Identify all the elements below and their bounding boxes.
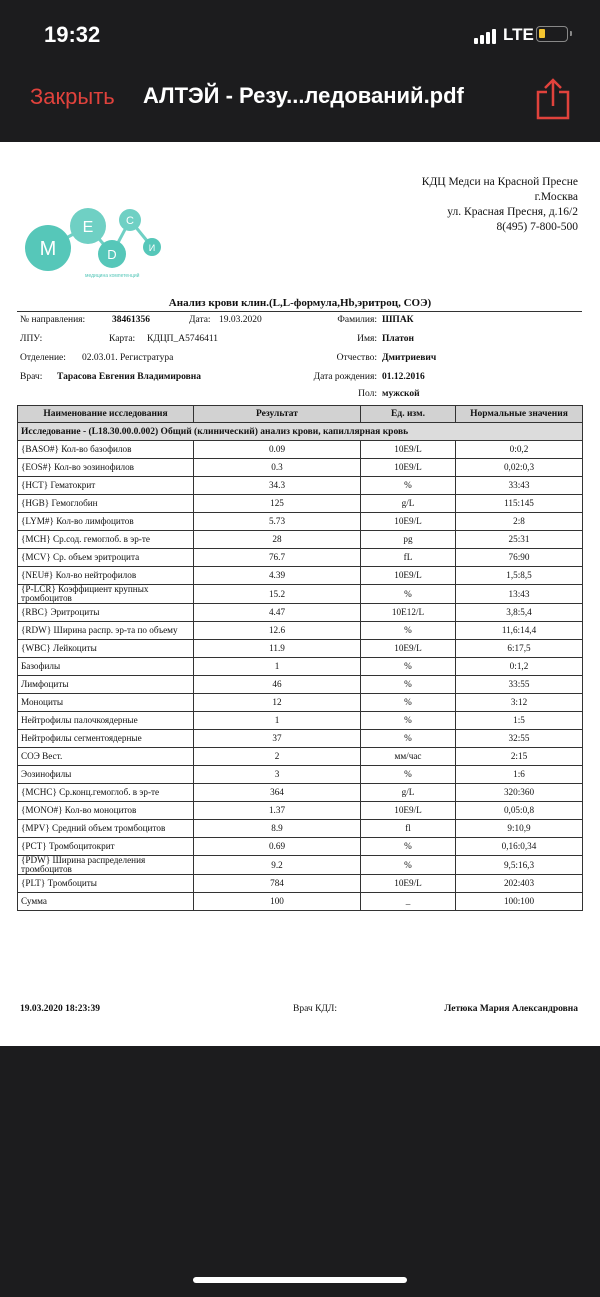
document-title: АЛТЭЙ - Резу...ледований.pdf [143,83,464,108]
test-unit: % [361,477,456,495]
column-header-unit: Ед. изм. [361,406,456,423]
pdf-page [0,142,600,1046]
table-row [18,784,583,802]
table-row [18,513,583,531]
test-result: 0.09 [194,441,361,459]
clinic-name: КДЦ Медси на Красной Пресне [421,176,578,188]
test-name: {PCT} Тромбоцитокрит [18,838,194,856]
test-name: {MPV} Средний объем тромбоцитов [18,820,194,838]
test-name: {NEU#} Кол-во нейтрофилов [18,567,194,585]
clinic-city: г.Москва [534,191,578,203]
table-row [18,640,583,658]
test-unit: 10E9/L [361,441,456,459]
column-header-name: Наименование исследования [18,406,194,423]
test-unit: 10E12/L [361,604,456,622]
test-result: 12.6 [194,622,361,640]
department: 02.03.01. Регистратура [82,353,174,363]
test-unit: % [361,838,456,856]
test-unit: 10E9/L [361,875,456,893]
test-name: {HCT} Гематокрит [18,477,194,495]
test-name: {MCV} Ср. объем эритроцита [18,549,194,567]
test-unit: 10E9/L [361,802,456,820]
test-unit: fL [361,549,456,567]
share-icon [534,78,572,120]
card-number: КДЦП_А5746411 [147,334,219,344]
medsi-logo [20,172,170,282]
test-result: 3 [194,766,361,784]
test-result: 125 [194,495,361,513]
test-name: Нейтрофилы палочкоядерные [18,712,194,730]
table-row [18,712,583,730]
test-unit: % [361,730,456,748]
test-result: 1 [194,712,361,730]
report-title: Анализ крови клин.(L,L-формула,Hb,эритроц, СОЭ) [168,297,432,309]
table-row [18,604,583,622]
test-name: {RDW} Ширина распр. эр-та по объему [18,622,194,640]
table-row [18,495,583,513]
footer-datetime: 19.03.2020 18:23:39 [20,1004,100,1014]
test-name: {BASO#} Кол-во базофилов [18,441,194,459]
test-name: Базофилы [18,658,194,676]
test-name: Нейтрофилы сегментоядерные [18,730,194,748]
test-result: 28 [194,531,361,549]
patient-dob: 01.12.2016 [382,372,425,382]
footer-doctor-name: Летюка Мария Александровна [444,1004,578,1014]
test-result: 37 [194,730,361,748]
test-norm: 13:43 [456,585,583,604]
test-result: 1.37 [194,802,361,820]
test-unit: pg [361,531,456,549]
test-unit: мм/час [361,748,456,766]
table-row [18,477,583,495]
clinic-address: ул. Красная Пресня, д.16/2 [447,206,578,218]
test-result: 46 [194,676,361,694]
report-date: 19.03.2020 [219,315,262,325]
section-title: Исследование - (L18.30.00.0.002) Общий (клинический) анализ крови, капиллярная кровь [18,423,583,441]
table-row [18,585,583,604]
test-result: 1 [194,658,361,676]
column-header-norm: Нормальные значения [456,406,583,423]
svg-text:медицина компетенций: медицина компетенций [85,273,140,279]
test-unit: 10E9/L [361,459,456,477]
test-name: {PDW} Ширина распределения тромбоцитов [18,856,194,875]
test-result: 784 [194,875,361,893]
test-name: {WBC} Лейкоциты [18,640,194,658]
table-row [18,820,583,838]
table-row [18,622,583,640]
test-unit: g/L [361,495,456,513]
table-row [18,893,583,911]
patient-header: № направления: 38461356 Дата: 19.03.2020 ЛПУ: Карта: КДЦП_А5746411 Отделение: 02.03.01. Регистратура Врач: Тарасова Евгения Владимировна Фамилия: ШПАК Имя: Платон Отчество: Дмитриевич Дата рождения: 01.12.2016 Пол: мужской [17,311,582,400]
test-result: 9.2 [194,856,361,875]
test-name: {MCHC} Ср.конц.гемоглоб. в эр-те [18,784,194,802]
test-result: 100 [194,893,361,911]
test-unit: g/L [361,784,456,802]
clinic-info [422,175,578,235]
test-norm: 9,5:16,3 [456,856,583,875]
test-name: Сумма [18,893,194,911]
test-norm: 33:43 [456,477,583,495]
test-result: 8.9 [194,820,361,838]
test-result: 4.39 [194,567,361,585]
test-name: {LYM#} Кол-во лимфоцитов [18,513,194,531]
test-result: 34.3 [194,477,361,495]
test-result: 0.69 [194,838,361,856]
svg-text:M: M [39,238,57,260]
table-row [18,766,583,784]
table-row [18,676,583,694]
table-row [18,838,583,856]
test-name: Моноциты [18,694,194,712]
status-bar [0,0,600,70]
svg-text:E: E [82,219,94,236]
test-name: {HGB} Гемоглобин [18,495,194,513]
cellular-signal-icon [474,28,498,44]
table-row [18,658,583,676]
table-row [18,875,583,893]
test-name: {MONO#} Кол-во моноцитов [18,802,194,820]
doctor-name: Тарасова Евгения Владимировна [57,372,201,382]
svg-text:D: D [107,247,117,262]
test-name: {P-LCR} Коэффициент крупных тромбоцитов [18,585,194,604]
test-unit: 10E9/L [361,640,456,658]
test-norm: 100:100 [456,893,583,911]
svg-text:И: И [148,243,156,253]
test-result: 12 [194,694,361,712]
test-norm: 32:55 [456,730,583,748]
table-row [18,459,583,477]
test-norm: 11,6:14,4 [456,622,583,640]
clinic-phone: 8(495) 7-800-500 [496,221,578,233]
test-norm: 2:15 [456,748,583,766]
test-unit: % [361,694,456,712]
test-norm: 0,05:0,8 [456,802,583,820]
test-norm: 76:90 [456,549,583,567]
close-button[interactable]: Закрыть [30,84,115,109]
table-row [18,730,583,748]
test-norm: 0,16:0,34 [456,838,583,856]
share-button[interactable] [534,78,572,120]
patient-surname: ШПАК [382,315,414,325]
battery-icon [536,26,568,42]
test-unit: fl [361,820,456,838]
patient-sex: мужской [382,389,420,399]
test-norm: 0:0,2 [456,441,583,459]
test-norm: 3,8:5,4 [456,604,583,622]
table-row [18,441,583,459]
svg-text:C: C [126,215,134,227]
test-unit: % [361,766,456,784]
section-row [18,423,583,441]
test-norm: 202:403 [456,875,583,893]
test-norm: 3:12 [456,694,583,712]
test-name: СОЭ Вест. [18,748,194,766]
test-norm: 115:145 [456,495,583,513]
test-unit: % [361,712,456,730]
test-result: 2 [194,748,361,766]
test-unit: % [361,676,456,694]
table-header-row [18,406,583,423]
test-norm: 6:17,5 [456,640,583,658]
test-unit: % [361,658,456,676]
test-name: Эозинофилы [18,766,194,784]
test-name: {MCH} Ср.сод. гемоглоб. в эр-те [18,531,194,549]
patient-patronymic: Дмитриевич [382,353,437,363]
table-row [18,549,583,567]
test-result: 76.7 [194,549,361,567]
test-name: {RBC} Эритроциты [18,604,194,622]
test-norm: 2:8 [456,513,583,531]
test-result: 15.2 [194,585,361,604]
results-table [17,405,583,911]
test-name: {EOS#} Кол-во эозинофилов [18,459,194,477]
test-norm: 320:360 [456,784,583,802]
test-name: Лимфоциты [18,676,194,694]
table-row [18,748,583,766]
test-unit: % [361,622,456,640]
footer-doctor-label: Врач КДЛ: [293,1004,337,1014]
test-norm: 0,02:0,3 [456,459,583,477]
test-unit: % [361,585,456,604]
table-row [18,856,583,875]
test-unit: 10E9/L [361,513,456,531]
patient-name: Платон [382,334,414,344]
test-norm: 9:10,9 [456,820,583,838]
test-result: 4.47 [194,604,361,622]
test-result: 364 [194,784,361,802]
table-row [18,694,583,712]
test-unit: % [361,856,456,875]
test-norm: 33:55 [456,676,583,694]
test-norm: 1:6 [456,766,583,784]
test-result: 11.9 [194,640,361,658]
test-unit: _ [361,893,456,911]
test-norm: 1,5:8,5 [456,567,583,585]
test-unit: 10E9/L [361,567,456,585]
test-norm: 1:5 [456,712,583,730]
test-result: 5.73 [194,513,361,531]
test-norm: 0:1,2 [456,658,583,676]
test-norm: 25:31 [456,531,583,549]
home-indicator[interactable] [193,1277,407,1283]
referral-number: 38461356 [112,315,150,325]
test-result: 0.3 [194,459,361,477]
table-row [18,531,583,549]
column-header-result: Результат [194,406,361,423]
status-time: 19:32 [44,22,101,47]
nav-bar [0,70,600,140]
table-row [18,802,583,820]
table-row [18,567,583,585]
network-type: LTE [503,25,534,44]
test-name: {PLT} Тромбоциты [18,875,194,893]
